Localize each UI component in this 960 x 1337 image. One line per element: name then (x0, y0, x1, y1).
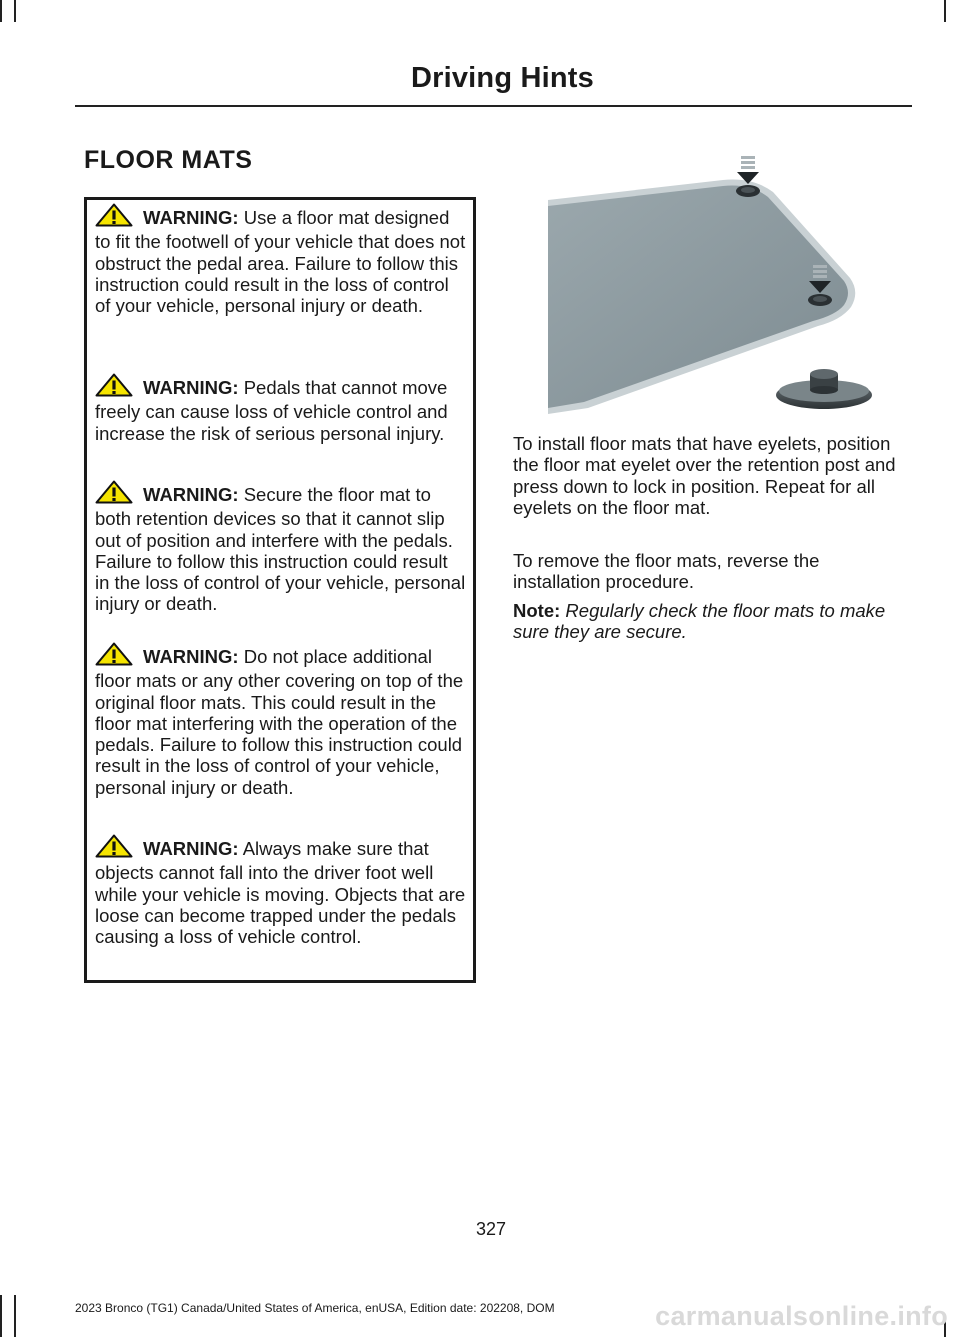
warning-label: WARNING: (143, 838, 239, 859)
warning-text: Secure the floor mat to both retention devices so that it cannot slip out of position and interfere with the pedals. Failure to follow this instruction could result in the loss of control of your vehicle, personal injury or death. (95, 484, 466, 615)
watermark: carmanualsonline.info (655, 1301, 948, 1331)
warning-text: Always make sure that objects cannot fall into the driver foot well while your vehicle is moving. Objects that are loose can become trapped under the pedals causing a loss of vehicle control. (95, 838, 466, 948)
install-instructions: To install floor mats that have eyelets, position the floor mat eyelet over the retention post and press down to lock in position. Repeat for all eyelets on the floor mat. (513, 433, 896, 518)
note (513, 600, 911, 643)
warning-label: WARNING: (143, 484, 239, 505)
warning-item (95, 480, 467, 615)
crop-mark (0, 1295, 2, 1337)
warning-item (95, 834, 467, 947)
warning-triangle-icon (95, 834, 133, 862)
footer-edition-info: 2023 Bronco (TG1) Canada/United States of America, enUSA, Edition date: 202208, DOM (75, 1301, 555, 1315)
section-title: FLOOR MATS (84, 146, 253, 174)
warning-text: Do not place additional floor mats or any other covering on top of the original floor mats. This could result in the floor mat interfering with the operation of the pedals. Failure to follow this instruction could result in the loss of control of your vehicle, personal injury or death. (95, 646, 464, 798)
press-down-arrow-icon (736, 156, 760, 197)
note-text: Regularly check the floor mats to make sure they are secure. (513, 600, 886, 643)
crop-mark (944, 0, 946, 22)
warning-text: Use a floor mat designed to fit the footwell of your vehicle that does not obstruct the pedal area. Failure to follow this instruction could result in the loss of control of your vehicle, personal injury or death. (95, 207, 466, 317)
crop-mark (0, 0, 2, 22)
retention-post (776, 369, 872, 409)
warning-label: WARNING: (143, 207, 239, 228)
warning-triangle-icon (95, 642, 133, 670)
warning-triangle-icon (95, 373, 133, 401)
page-number: 327 (476, 1219, 507, 1239)
warning-triangle-icon (95, 203, 133, 231)
warning-item (95, 642, 467, 798)
header-divider (75, 105, 912, 107)
warnings-box (84, 197, 476, 983)
warning-item (95, 203, 467, 316)
crop-mark (14, 1295, 16, 1337)
warning-label: WARNING: (143, 377, 239, 398)
page-header-title: Driving Hints (410, 62, 594, 94)
warning-label: WARNING: (143, 646, 239, 667)
warning-item (95, 373, 467, 444)
warning-triangle-icon (95, 480, 133, 508)
remove-instructions: To remove the floor mats, reverse the installation procedure. (513, 550, 820, 593)
note-label: Note: (513, 600, 561, 621)
floor-mat-illustration (548, 150, 874, 414)
warning-text: Pedals that cannot move freely can cause loss of vehicle control and increase the risk of serious personal injury. (95, 377, 448, 444)
crop-mark (14, 0, 16, 22)
